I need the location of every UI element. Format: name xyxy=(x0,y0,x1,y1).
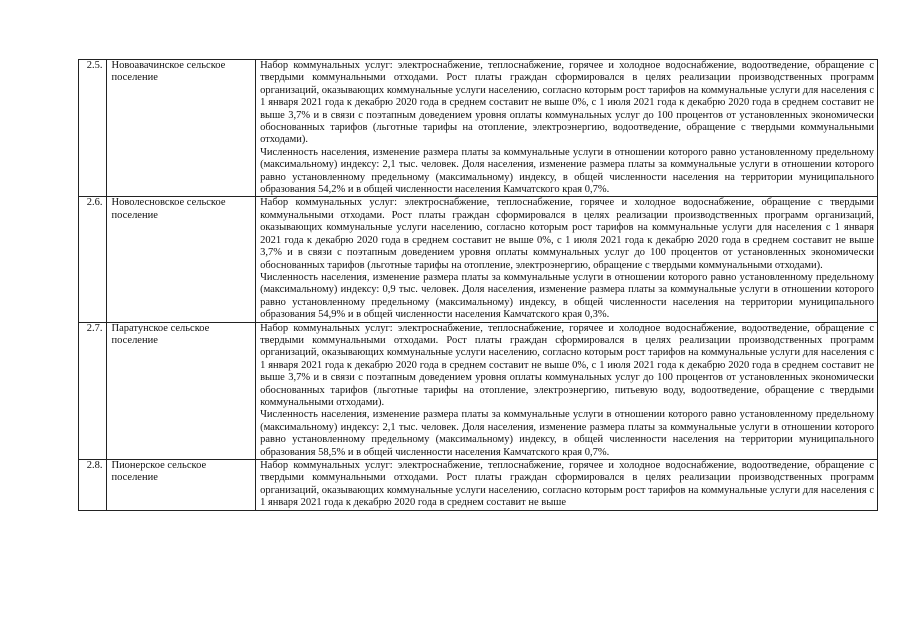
table-row xyxy=(79,60,878,197)
services-paragraph: Набор коммунальных услуг: электроснабжение, теплоснабжение, горячее и холодное водоснабжение, водоотведение, обращение с твердыми коммунальными отходами. Рост платы граждан сформировался в целях реализации производственных программ организаций, оказывающих коммунальные услуги населению, согласно которым рост тарифов на коммунальные услуги для населения с 1 января 2021 года к декабрю 2020 года в среднем составит не выше xyxy=(260,460,874,509)
services-paragraph: Набор коммунальных услуг: электроснабжение, теплоснабжение, горячее и холодное водоснабжение, водоотведение, обращение с твердыми коммунальными отходами. Рост платы граждан сформировался в целях реализации производственных программ организаций, оказывающих коммунальные услуги населению, согласно которым рост тарифов на коммунальные услуги для населения с 1 января 2021 года к декабрю 2020 года в среднем составит не выше 0%, с 1 июля 2021 года к декабрю 2020 года в среднем составит не выше 3,7% и в связи с поэтапным доведением уровня оплаты коммунальных услуг до 100 процентов от установленных экономически обоснованных тарифов (льготные тарифы на отопление, электроэнергию, водоотведение, обращение с твердыми коммунальными отходами). xyxy=(260,60,874,146)
population-paragraph: Численность населения, изменение размера платы за коммунальные услуги в отношении которого равно установленному предельному (максимальному) индексу: 0,9 тыс. человек. Доля населения, изменение размера платы за коммунальные услуги в отношении которого равно установленному предельному (максимальному) индексу, в общей численности населения на территории муниципального образования 54,9% и в общей численности населения Камчатского края 0,3%. xyxy=(260,271,874,321)
population-paragraph: Численность населения, изменение размера платы за коммунальные услуги в отношении которого равно установленному предельному (максимальному) индексу: 2,1 тыс. человек. Доля населения, изменение размера платы за коммунальные услуги в отношении которого равно установленному предельному (максимальному) индексу, в общей численности населения на территории муниципального образования 58,5% и в общей численности населения Камчатского края 0,7%. xyxy=(260,409,874,458)
document-page xyxy=(78,59,878,511)
settlement-name: Новоавачинское сельское поселение xyxy=(107,60,256,197)
row-number: 2.5. xyxy=(79,60,107,197)
settlement-name: Паратунское сельское поселение xyxy=(107,322,256,459)
row-description xyxy=(256,197,878,322)
settlement-name: Новолесновское сельское поселение xyxy=(107,197,256,322)
table-row xyxy=(79,197,878,322)
row-description xyxy=(256,322,878,459)
population-paragraph: Численность населения, изменение размера платы за коммунальные услуги в отношении которого равно установленному предельному (максимальному) индексу: 2,1 тыс. человек. Доля населения, изменение размера платы за коммунальные услуги в отношении которого равно установленному предельному (максимальному) индексу, в общей численности населения на территории муниципального образования 54,2% и в общей численности населения Камчатского края 0,7%. xyxy=(260,146,874,196)
row-number: 2.7. xyxy=(79,322,107,459)
services-paragraph: Набор коммунальных услуг: электроснабжение, теплоснабжение, горячее и холодное водоснабжение, водоотведение, обращение с твердыми коммунальными отходами. Рост платы граждан сформировался в целях реализации производственных программ организаций, оказывающих коммунальные услуги населению, согласно которым рост тарифов на коммунальные услуги для населения с 1 января 2021 года к декабрю 2020 года в среднем составит не выше 0%, с 1 июля 2021 года к декабрю 2020 года в среднем составит не выше 3,7% и в связи с поэтапным доведением уровня оплаты коммунальных услуг до 100 процентов от установленных экономически обоснованных тарифов (льготные тарифы на отопление, электроэнергию, питьевую воду, водоотведение, обращение с твердыми коммунальными отходами). xyxy=(260,322,874,408)
row-number: 2.8. xyxy=(79,460,107,511)
row-description xyxy=(256,460,878,511)
services-paragraph: Набор коммунальных услуг: электроснабжение, теплоснабжение, горячее и холодное водоснабжение, обращение с твердыми коммунальными отходами. Рост платы граждан сформировался в целях реализации производственных программ организаций, оказывающих коммунальные услуги населению, согласно которым рост тарифов на коммунальные услуги для населения с 1 января 2021 года к декабрю 2020 года в среднем составит не выше 0%, с 1 июля 2021 года к декабрю 2020 года в среднем составит не выше 3,7% и в связи с поэтапным доведением уровня оплаты коммунальных услуг до 100 процентов от установленных экономически обоснованных тарифов (льготные тарифы на отопление, электроэнергию, обращение с твердыми коммунальными отходами). xyxy=(260,197,874,271)
table-row xyxy=(79,460,878,511)
settlement-name: Пионерское сельское поселение xyxy=(107,460,256,511)
row-number: 2.6. xyxy=(79,197,107,322)
row-description xyxy=(256,60,878,197)
table-row xyxy=(79,322,878,459)
tariff-table xyxy=(78,59,878,511)
